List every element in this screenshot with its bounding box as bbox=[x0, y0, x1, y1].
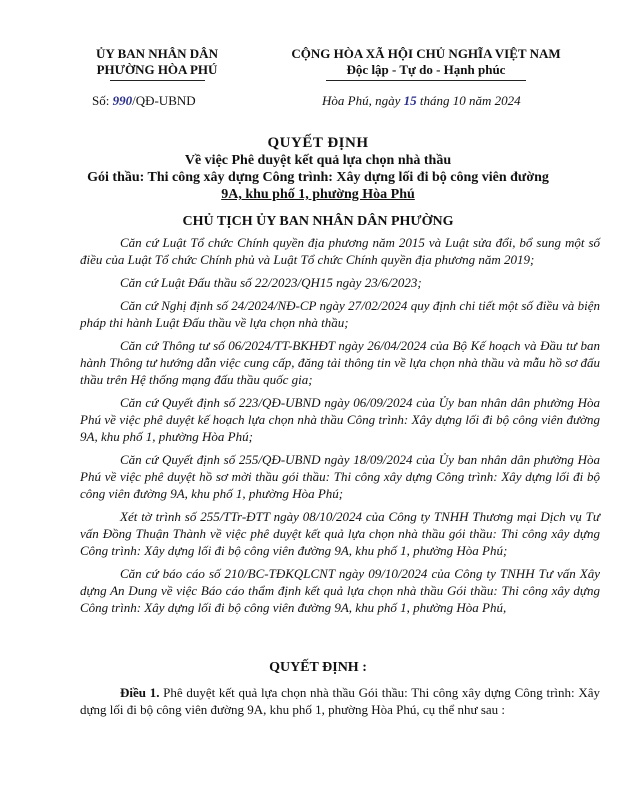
authority-line-2: PHƯỜNG HÒA PHÚ bbox=[96, 62, 218, 77]
doc-number-suffix: /QĐ-UBND bbox=[132, 93, 196, 108]
national-motto bbox=[276, 46, 576, 81]
date-handwritten-day: 15 bbox=[403, 93, 417, 108]
article-1-label: Điều 1. bbox=[120, 685, 160, 700]
basis-paragraph: Căn cứ Quyết định số 223/QĐ-UBND ngày 06/09/2024 của Ủy ban nhân dân phường Hòa Phú về việc phê duyệt kế hoạch lựa chọn nhà thầu Công trình: Xây dựng lối đi bộ công viên đường 9A, khu phố 1, phường Hòa Phú; bbox=[80, 395, 600, 444]
title-line-1: QUYẾT ĐỊNH bbox=[267, 135, 369, 151]
title-line-4: 9A, khu phố 1, phường Hòa Phú bbox=[221, 187, 415, 202]
article-1-text: Phê duyệt kết quả lựa chọn nhà thầu Gói thầu: Thi công xây dựng Công trình: Xây dựng lối đi bộ công viên đường 9A, khu phố 1, phường Hòa Phú, cụ thể như sau : bbox=[80, 685, 601, 717]
issuing-authority bbox=[62, 46, 252, 81]
doc-number-prefix: Số: bbox=[92, 93, 113, 108]
decision-heading: QUYẾT ĐỊNH : bbox=[269, 660, 367, 675]
basis-paragraph: Căn cứ Quyết định số 255/QĐ-UBND ngày 18/09/2024 của Ủy ban nhân dân phường Hòa Phú về việc phê duyệt hồ sơ mời thầu gói thầu: Thi công xây dựng Công trình: Xây dựng lối đi bộ công viên đường 9A, khu phố 1, phường Hòa Phú; bbox=[80, 452, 600, 501]
article-1 bbox=[80, 684, 600, 718]
motto-line-2: Độc lập - Tự do - Hạnh phúc bbox=[346, 62, 506, 77]
motto-underline bbox=[326, 80, 526, 81]
basis-paragraph: Căn cứ Luật Đấu thầu số 22/2023/QH15 ngày 23/6/2023; bbox=[120, 275, 422, 290]
basis-paragraph: Căn cứ báo cáo số 210/BC-TĐKQLCNT ngày 09/10/2024 của Công ty TNHH Tư vấn Xây dựng An Dung về việc Báo cáo thẩm định kết quả lựa chọn nhà thầu Gói thầu: Thi công xây dựng Công trình: Xây dựng lối đi bộ công viên đường 9A, khu phố 1, phường Hòa Phú, bbox=[80, 566, 600, 615]
document-number bbox=[92, 93, 196, 109]
title-line-2: Về việc Phê duyệt kết quả lựa chọn nhà thầu bbox=[184, 153, 452, 168]
legal-basis-list bbox=[80, 234, 600, 622]
authority-line-1: ỦY BAN NHÂN DÂN bbox=[96, 46, 218, 61]
date-suffix: tháng 10 năm 2024 bbox=[416, 93, 521, 108]
basis-paragraph: Xét tờ trình số 255/TTr-ĐTT ngày 08/10/2024 của Công ty TNHH Thương mại Dịch vụ Tư vấn Đồng Thuận Thành về việc phê duyệt kết quả lựa chọn nhà thầu gói thầu: Thi công xây dựng Công trình: Xây dựng lối đi bộ công viên đường 9A, khu phố 1, phường Hòa Phú; bbox=[80, 509, 600, 558]
article-1-paragraph bbox=[80, 684, 600, 718]
chairman-heading: CHỦ TỊCH ỦY BAN NHÂN DÂN PHƯỜNG bbox=[182, 214, 454, 229]
document-title bbox=[40, 135, 596, 203]
basis-paragraph: Căn cứ Luật Tổ chức Chính quyền địa phương năm 2015 và Luật sửa đổi, bổ sung một số điều của Luật Tổ chức Chính phủ và Luật Tổ chức Chính quyền địa phương năm 2019; bbox=[80, 235, 600, 267]
title-line-3: Gói thầu: Thi công xây dựng Công trình: Xây dựng lối đi bộ công viên đường bbox=[87, 170, 549, 185]
authority-underline bbox=[110, 80, 205, 81]
date-prefix: Hòa Phú, ngày bbox=[322, 93, 404, 108]
basis-paragraph: Căn cứ Thông tư số 06/2024/TT-BKHĐT ngày 26/04/2024 của Bộ Kế hoạch và Đầu tư ban hành Thông tư hướng dẫn việc cung cấp, đăng tải thông tin về lựa chọn nhà thầu và mẫu hồ sơ đấu thầu trên Hệ thống mạng đấu thầu quốc gia; bbox=[80, 338, 600, 387]
document-date bbox=[322, 93, 521, 109]
motto-line-1: CỘNG HÒA XÃ HỘI CHỦ NGHĨA VIỆT NAM bbox=[291, 46, 561, 61]
basis-paragraph: Căn cứ Nghị định số 24/2024/NĐ-CP ngày 27/02/2024 quy định chi tiết một số điều và biện pháp thi hành Luật Đấu thầu về lựa chọn nhà thầu; bbox=[80, 298, 600, 330]
doc-number-handwritten: 990 bbox=[112, 93, 133, 108]
